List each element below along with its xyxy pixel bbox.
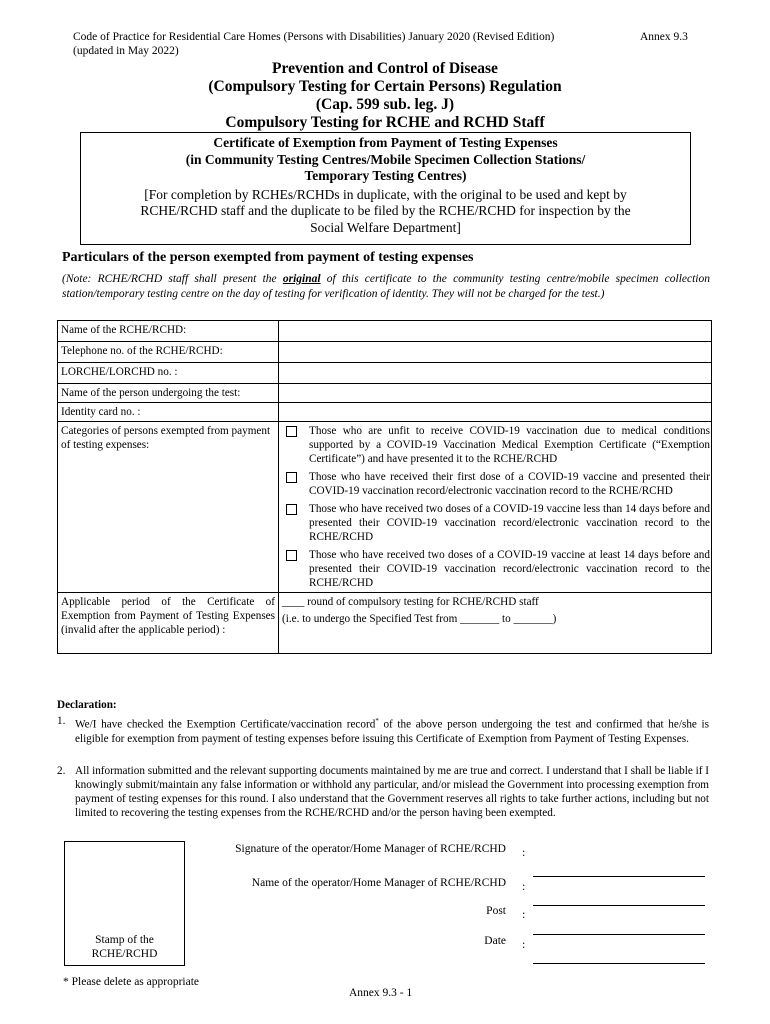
declaration-heading: Declaration: <box>57 699 117 711</box>
title-regulation: Prevention and Control of Disease <box>272 60 498 77</box>
label-identity-card: Identity card no. : <box>58 403 279 422</box>
category-option-4[interactable] <box>282 548 710 590</box>
declaration-item-2 <box>57 764 709 820</box>
label-applicable-period: Applicable period of the Certificate of Exemption from Payment of Testing Expenses (invalid after the applicable period) : <box>58 593 279 654</box>
declaration-item-2-number: 2. <box>57 765 66 777</box>
form-row-rche-name <box>58 321 712 342</box>
declaration-item-1-asterisk: * <box>375 717 379 725</box>
category-3-text: Those who have received two doses of a COVID-19 vaccine less than 14 days before and presented their COVID-19 vaccination record/electronic vaccination record to the RCHE/RCHD <box>309 503 710 543</box>
category-option-3[interactable] <box>282 502 710 544</box>
instruction-line-3: Social Welfare Department] <box>310 219 461 235</box>
note-original-emphasis: original <box>282 273 321 285</box>
date-label: Date <box>484 935 506 947</box>
certificate-box <box>80 132 691 245</box>
stamp-box[interactable] <box>64 841 185 966</box>
page-number: Annex 9.3 - 1 <box>349 987 413 999</box>
category-option-2[interactable] <box>282 470 710 498</box>
annex-label: Annex 9.3 <box>640 31 688 43</box>
date-colon: : <box>522 937 526 951</box>
form-row-lorche <box>58 363 712 384</box>
certificate-subtitle-2: Temporary Testing Centres) <box>304 168 467 183</box>
field-applicable-period[interactable] <box>279 593 712 654</box>
document-header <box>73 30 554 58</box>
particulars-form-table <box>57 320 712 654</box>
manager-name-line[interactable] <box>533 904 705 906</box>
form-row-id-card <box>58 403 712 422</box>
particulars-heading: Particulars of the person exempted from payment of testing expenses <box>62 250 474 265</box>
form-row-categories <box>58 422 712 593</box>
certificate-title: Certificate of Exemption from Payment of Testing Expenses <box>213 135 558 150</box>
certificate-subtitle-1: (in Community Testing Centres/Mobile Specimen Collection Stations/ <box>185 151 586 167</box>
field-telephone[interactable] <box>279 342 712 363</box>
note-text-start: (Note: RCHE/RCHD staff shall present the <box>62 273 283 285</box>
field-lorche-no[interactable] <box>279 363 712 384</box>
stamp-label-line-1: Stamp of the <box>95 934 154 946</box>
manager-name-colon: : <box>522 879 526 893</box>
title-cap: (Cap. 599 sub. leg. J) <box>315 96 455 113</box>
post-label: Post <box>486 905 506 917</box>
note-text-end: of this certificate to the community testing centre/mobile specimen collection station/temporary testing centre on the day of testing for verification of identity. They will not be charged for the test.) <box>62 273 710 300</box>
manager-name-label: Name of the operator/Home Manager of RCHE/RCHD <box>251 877 506 889</box>
field-identity-card[interactable] <box>279 403 712 422</box>
declaration-item-1-number: 1. <box>57 715 66 727</box>
label-lorche-no: LORCHE/LORCHD no. : <box>58 363 279 384</box>
title-compulsory-testing: Compulsory Testing for RCHE and RCHD Staff <box>225 114 545 131</box>
signature-colon: : <box>522 845 526 859</box>
code-of-practice-line: Code of Practice for Residential Care Homes (Persons with Disabilities) January 2020 (Revised Edition) <box>73 31 555 43</box>
category-option-1[interactable] <box>282 424 710 466</box>
label-categories: Categories of persons exempted from payment of testing expenses: <box>58 422 279 593</box>
signature-line[interactable] <box>533 875 705 877</box>
post-colon: : <box>522 907 526 921</box>
category-3-checkbox[interactable] <box>286 504 297 515</box>
period-dates-line: (i.e. to undergo the Specified Test from _______ to _______) <box>282 613 557 625</box>
declaration-item-1-part-b: of the above person undergoing the test and confirmed that he/she is eligible for exemption from payment of testing expenses before issuing this Certificate of Exemption from Payment of Testing Expenses. <box>75 718 709 745</box>
delete-footnote: * Please delete as appropriate <box>63 976 200 988</box>
date-line[interactable] <box>533 962 705 964</box>
stamp-label <box>65 933 184 961</box>
categories-options <box>279 422 712 593</box>
category-4-checkbox[interactable] <box>286 550 297 561</box>
form-row-telephone <box>58 342 712 363</box>
form-row-applicable-period <box>58 593 712 654</box>
label-telephone: Telephone no. of the RCHE/RCHD: <box>58 342 279 363</box>
label-rche-name: Name of the RCHE/RCHD: <box>58 321 279 342</box>
post-line[interactable] <box>533 933 705 935</box>
declaration-item-1 <box>57 714 709 746</box>
title-regulation-subtitle: (Compulsory Testing for Certain Persons) Regulation <box>208 78 562 95</box>
signature-label: Signature of the operator/Home Manager of RCHE/RCHD <box>235 843 506 855</box>
declaration-item-1-text <box>75 714 709 746</box>
stamp-label-line-2: RCHE/RCHD <box>91 948 158 960</box>
instruction-line-2: RCHE/RCHD staff and the duplicate to be filed by the RCHE/RCHD for inspection by the <box>140 203 631 218</box>
category-4-text: Those who have received two doses of a COVID-19 vaccine at least 14 days before and presented their COVID-19 vaccination record/electronic vaccination record to the RCHE/RCHD <box>309 549 710 589</box>
field-person-name[interactable] <box>279 384 712 403</box>
form-row-person-name <box>58 384 712 403</box>
period-round-line: ____ round of compulsory testing for RCHE/RCHD staff <box>282 596 539 608</box>
category-2-text: Those who have received their first dose of a COVID-19 vaccine and presented their COVID-19 vaccination record/electronic vaccination record to the RCHE/RCHD <box>309 471 710 497</box>
category-2-checkbox[interactable] <box>286 472 297 483</box>
category-1-text: Those who are unfit to receive COVID-19 vaccination due to medical conditions supported by a COVID-19 Vaccination Medical Exemption Certificate (“Exemption Certificate”) and have presented it to the RCHE/RCHD <box>309 425 710 465</box>
instruction-line-1: [For completion by RCHEs/RCHDs in duplicate, with the original to be used and kept by <box>144 186 627 202</box>
field-rche-name[interactable] <box>279 321 712 342</box>
label-person-name: Name of the person undergoing the test: <box>58 384 279 403</box>
declaration-item-1-part-a: We/I have checked the Exemption Certificate/vaccination record <box>75 718 376 731</box>
declaration-item-2-text: All information submitted and the relevant supporting documents maintained by me are true and correct. I understand that I shall be liable if I knowingly submit/maintain any false information or withhold any particular, and/or mislead the Government into processing exemption from payment of testing expenses for this round. I also understand that the Government reserves all rights to take further actions, including but not limited to recovering the testing expenses from the RCHE/RCHD and/or the person having been exempted. <box>75 765 709 819</box>
particulars-note <box>62 272 710 301</box>
category-1-checkbox[interactable] <box>286 426 297 437</box>
updated-line: (updated in May 2022) <box>73 45 179 57</box>
